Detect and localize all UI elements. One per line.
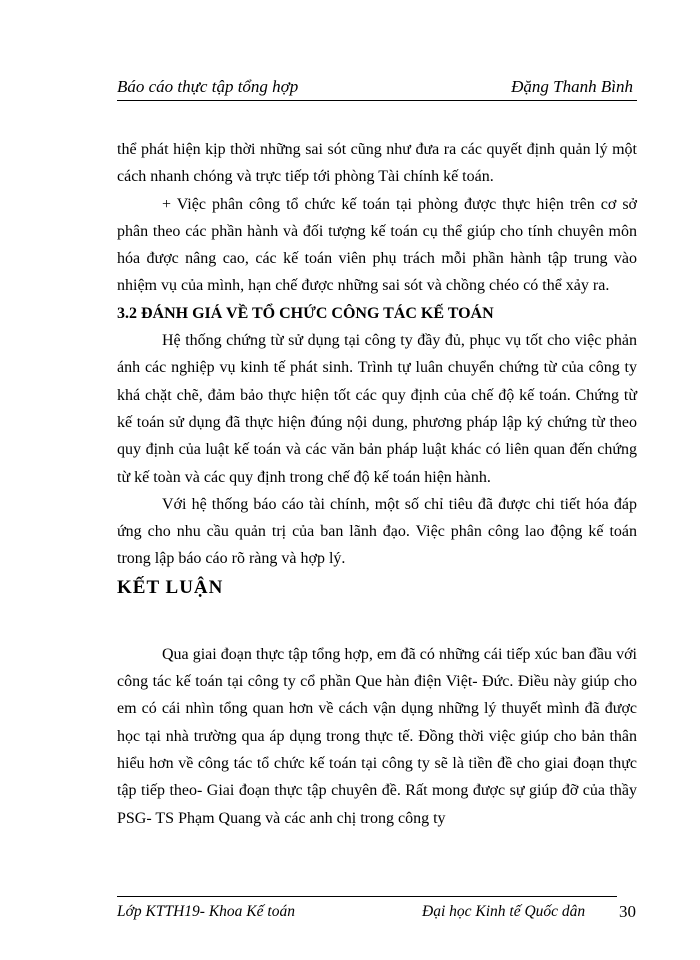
paragraph-documents-system: Hệ thống chứng từ sử dụng tại công ty đầy đủ, phục vụ tốt cho việc phản ánh các nghiệp vụ kinh tế phát sinh. Trình tự luân chuyển chứng từ của công ty khá chặt chẽ, đảm bảo thực hiện tốt các quy định của chế độ kế toán. Chứng từ kế toán sử dụng đã thực hiện đúng nội dung, phương pháp lập ký chứng từ theo quy định của luật kế toán và các văn bản pháp luật khác có liên quan đến chứng từ kế toàn và các quy định trong chế độ kế toán hiện hành.	[117, 332, 637, 486]
header-report-title: Báo cáo thực tập tổng hợp	[117, 77, 299, 96]
footer-university: Đại học Kinh tế Quốc dân	[422, 903, 586, 920]
paragraph-continuation: thể phát hiện kịp thời những sai sót cũng như đưa ra các quyết định quản lý một cách nhanh chóng và trực tiếp tới phòng Tài chính kế toán.	[117, 141, 637, 186]
page-body	[117, 136, 637, 832]
page-header	[117, 76, 637, 98]
section-heading: 3.2 ĐÁNH GIÁ VỀ TỔ CHỨC CÔNG TÁC KẾ TOÁN	[117, 304, 494, 322]
paragraph-financial-reports: Với hệ thống báo cáo tài chính, một số chỉ tiêu đã được chi tiết hóa đáp ứng cho nhu cầu quản trị của ban lãnh đạo. Việc phân công lao động kế toán trong lập báo cáo rõ ràng và hợp lý.	[117, 495, 637, 568]
paragraph-conclusion: Qua giai đoạn thực tập tổng hợp, em đã có những cái tiếp xúc ban đầu với công tác kế toán tại công ty cổ phần Que hàn điện Việt- Đức. Điều này giúp cho em có cái nhìn tổng quan hơn về cách vận dụng những lý thuyết mình đã được học tại nhà trường qua áp dụng trong thực tế. Đồng thời việc giúp cho bản thân hiểu hơn về công tác tổ chức kế toán tại công ty sẽ là tiền đề cho giai đoạn thực tập tiếp theo- Giai đoạn thực tập chuyên đề. Rất mong được sự giúp đỡ của thầy PSG- TS Phạm Quang và các anh chị trong công ty	[117, 645, 637, 827]
page-footer	[117, 901, 637, 923]
header-divider	[117, 100, 637, 101]
footer-class-info: Lớp KTTH19- Khoa Kế toán	[117, 903, 295, 920]
page-number: 30	[619, 902, 636, 921]
conclusion-title: KẾT LUẬN	[117, 576, 224, 598]
spacer	[117, 603, 637, 641]
footer-divider	[117, 896, 617, 897]
header-author: Đặng Thanh Bình	[511, 77, 633, 96]
paragraph-task-division: + Việc phân công tổ chức kế toán tại phòng được thực hiện trên cơ sở phân theo các phần hành và đối tượng kế toán cụ thể giúp cho tính chuyên môn hóa được nâng cao, các kế toán viên phụ trách mỗi phần hành tập trung vào nhiệm vụ của mình, hạn chế được những sai sót và chồng chéo có thể xảy ra.	[117, 195, 637, 295]
